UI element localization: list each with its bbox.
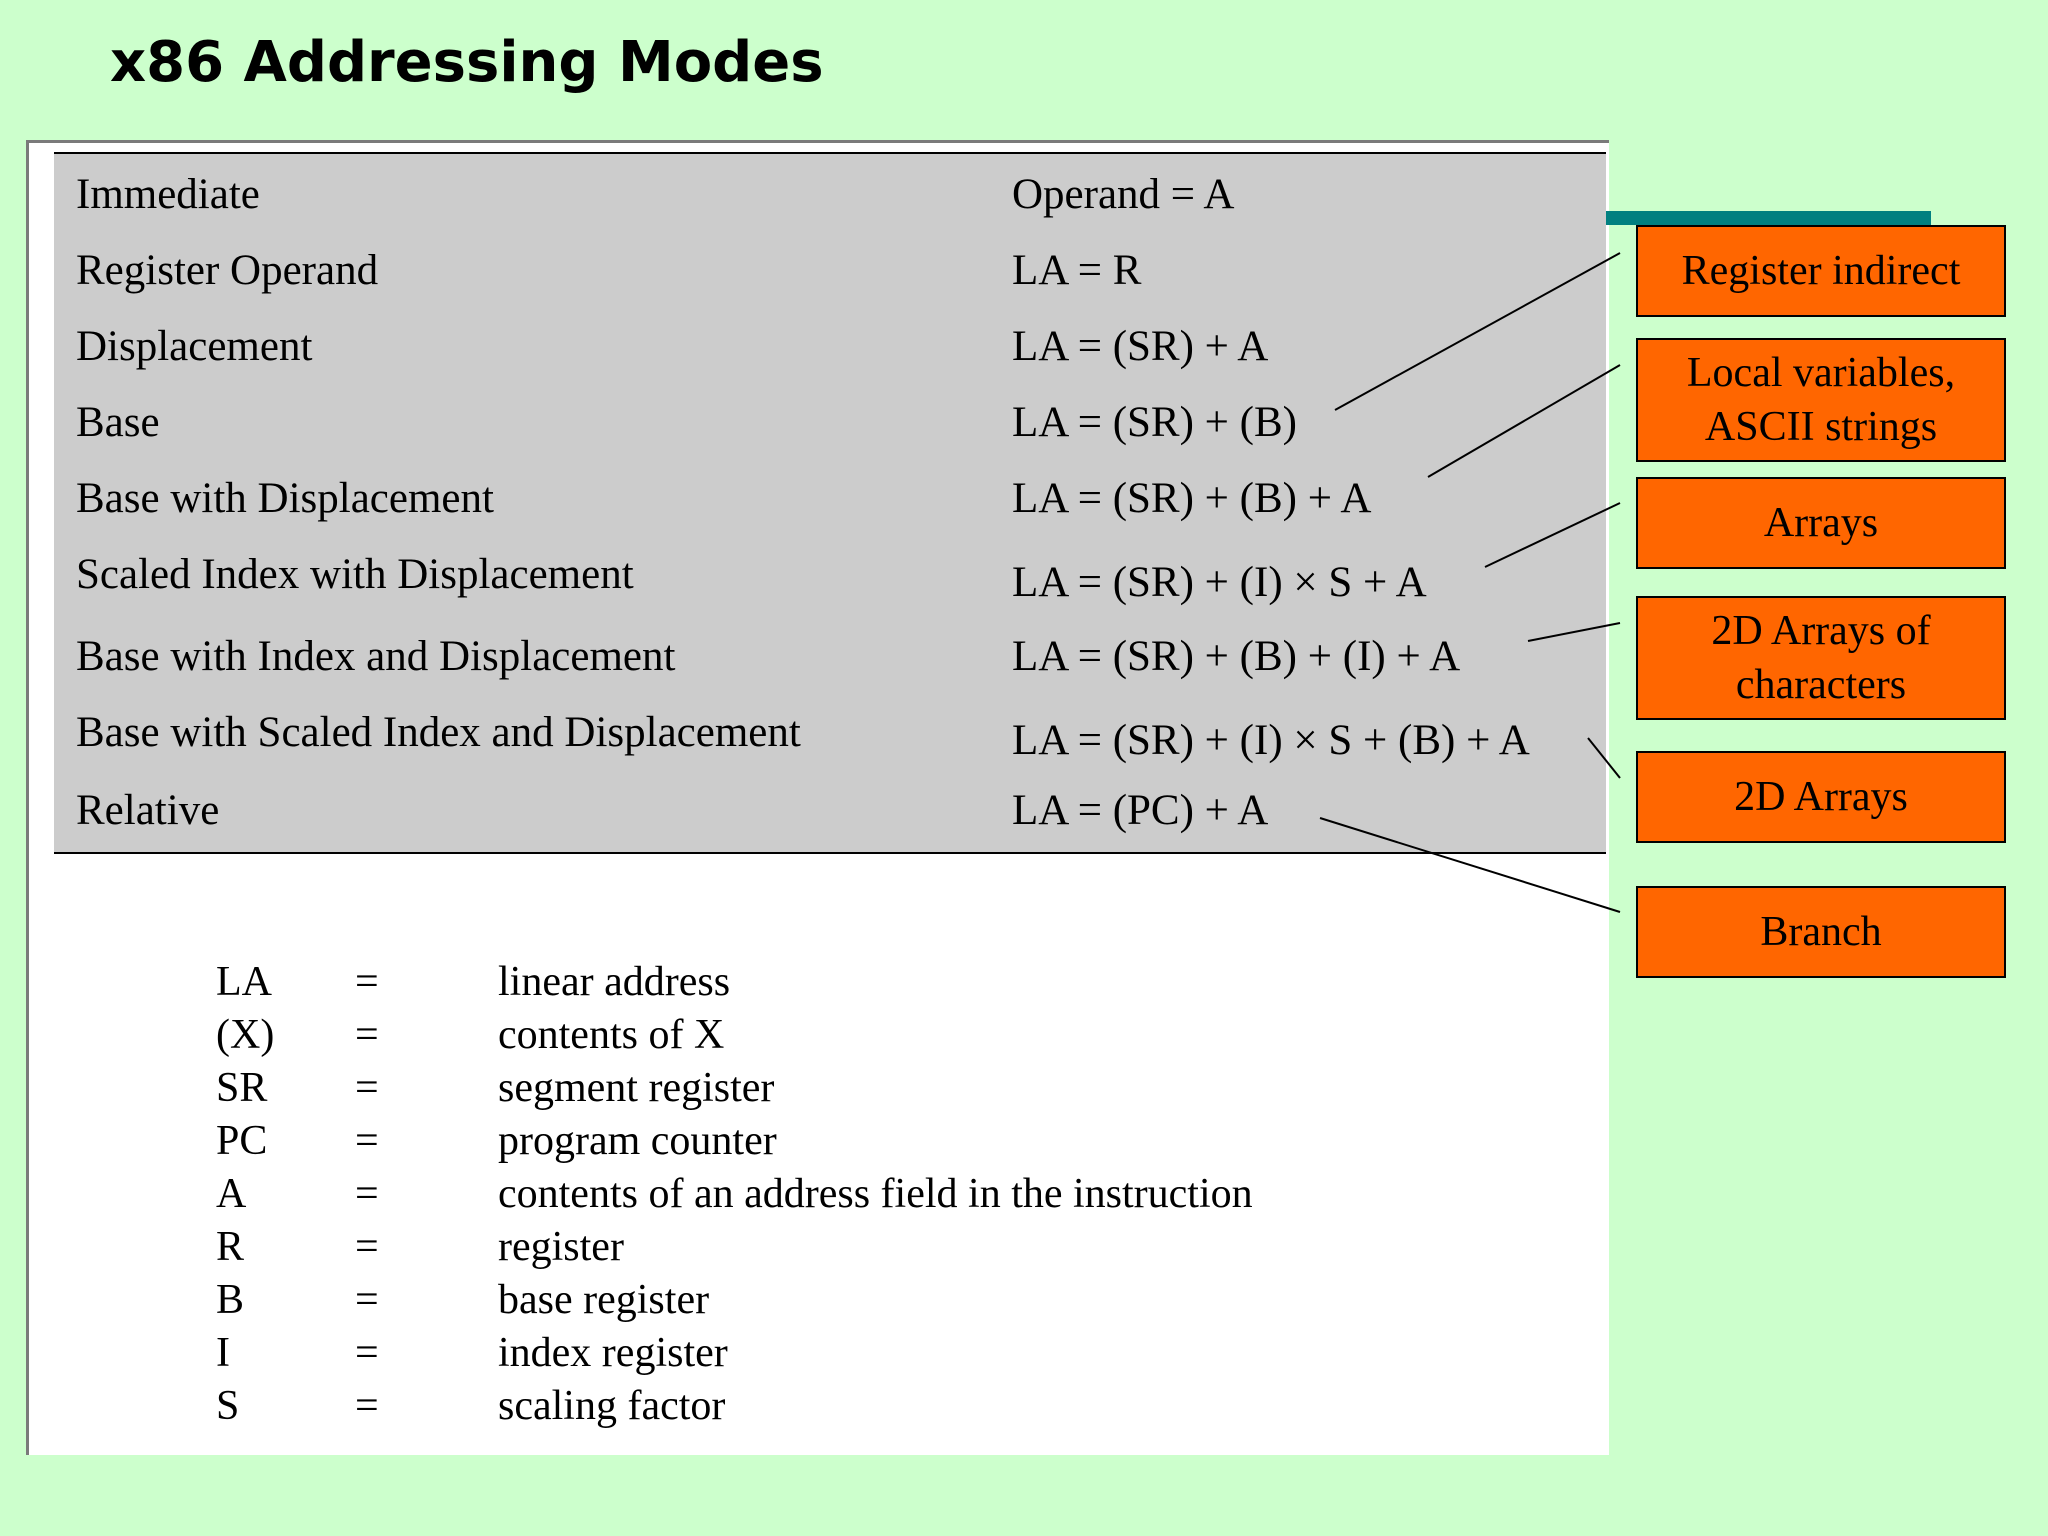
legend-symbol: PC xyxy=(216,1118,268,1164)
mode-row-base-with-scaled-index-and-displacement xyxy=(54,708,1606,768)
legend-symbol: R xyxy=(216,1224,245,1270)
callout-branch: Branch xyxy=(1636,886,2006,978)
legend-equals: = xyxy=(355,1224,379,1270)
legend-symbol: B xyxy=(216,1277,245,1323)
mode-name: Scaled Index with Displacement xyxy=(76,551,634,598)
legend-equals: = xyxy=(355,1383,379,1429)
mode-row-displacement xyxy=(54,322,1606,382)
legend-definition: contents of X xyxy=(498,1012,725,1058)
legend-definition: linear address xyxy=(498,959,731,1005)
mode-row-register-operand xyxy=(54,246,1606,306)
legend-equals: = xyxy=(355,1065,379,1111)
mode-name: Register Operand xyxy=(76,247,379,294)
legend-symbol: I xyxy=(216,1330,230,1376)
mode-name: Displacement xyxy=(76,323,313,370)
mode-name: Base with Scaled Index and Displacement xyxy=(76,709,801,756)
callout-local-variables-ascii-strings: Local variables, ASCII strings xyxy=(1636,338,2006,462)
mode-formula: LA = R xyxy=(1012,247,1142,294)
mode-row-immediate xyxy=(54,170,1606,230)
legend-equals: = xyxy=(355,959,379,1005)
callout-2d-arrays-of-characters: 2D Arrays of characters xyxy=(1636,596,2006,720)
legend-definition: segment register xyxy=(498,1065,775,1111)
mode-name: Immediate xyxy=(76,171,260,218)
legend-definition: index register xyxy=(498,1330,728,1376)
mode-row-scaled-index-with-displacement xyxy=(54,550,1606,610)
legend-definition: scaling factor xyxy=(498,1383,726,1429)
callout-2d-arrays: 2D Arrays xyxy=(1636,751,2006,843)
legend-symbol: SR xyxy=(216,1065,268,1111)
accent-bar xyxy=(1606,211,1931,225)
legend-equals: = xyxy=(355,1171,379,1217)
legend-symbol: (X) xyxy=(216,1012,275,1058)
addressing-mode-table xyxy=(54,152,1606,854)
mode-name: Relative xyxy=(76,787,220,834)
mode-row-base-with-index-and-displacement xyxy=(54,632,1606,692)
legend-definition: contents of an address field in the instruction xyxy=(498,1171,1253,1217)
legend-definition: base register xyxy=(498,1277,710,1323)
mode-formula: LA = (SR) + (I) × S + (B) + A xyxy=(1012,717,1530,764)
mode-formula: LA = (SR) + (B) xyxy=(1012,399,1298,446)
mode-name: Base with Displacement xyxy=(76,475,494,522)
legend-definition: program counter xyxy=(498,1118,777,1164)
mode-formula: Operand = A xyxy=(1012,171,1235,218)
legend-symbol: S xyxy=(216,1383,240,1429)
mode-formula: LA = (SR) + (B) + A xyxy=(1012,475,1372,522)
mode-row-base xyxy=(54,398,1606,458)
mode-row-base-with-displacement xyxy=(54,474,1606,534)
legend-definition: register xyxy=(498,1224,624,1270)
callout-arrays: Arrays xyxy=(1636,477,2006,569)
legend-equals: = xyxy=(355,1118,379,1164)
legend-symbol: LA xyxy=(216,959,272,1005)
legend-equals: = xyxy=(355,1277,379,1323)
slide-title: x86 Addressing Modes xyxy=(110,30,824,95)
legend-equals: = xyxy=(355,1012,379,1058)
mode-name: Base xyxy=(76,399,160,446)
mode-formula: LA = (SR) + A xyxy=(1012,323,1269,370)
mode-name: Base with Index and Displacement xyxy=(76,633,676,680)
mode-row-relative xyxy=(54,786,1606,846)
mode-formula: LA = (SR) + (B) + (I) + A xyxy=(1012,633,1461,680)
callout-register-indirect: Register indirect xyxy=(1636,225,2006,317)
legend-equals: = xyxy=(355,1330,379,1376)
mode-formula: LA = (PC) + A xyxy=(1012,787,1269,834)
legend-symbol: A xyxy=(216,1171,247,1217)
mode-formula: LA = (SR) + (I) × S + A xyxy=(1012,559,1427,606)
